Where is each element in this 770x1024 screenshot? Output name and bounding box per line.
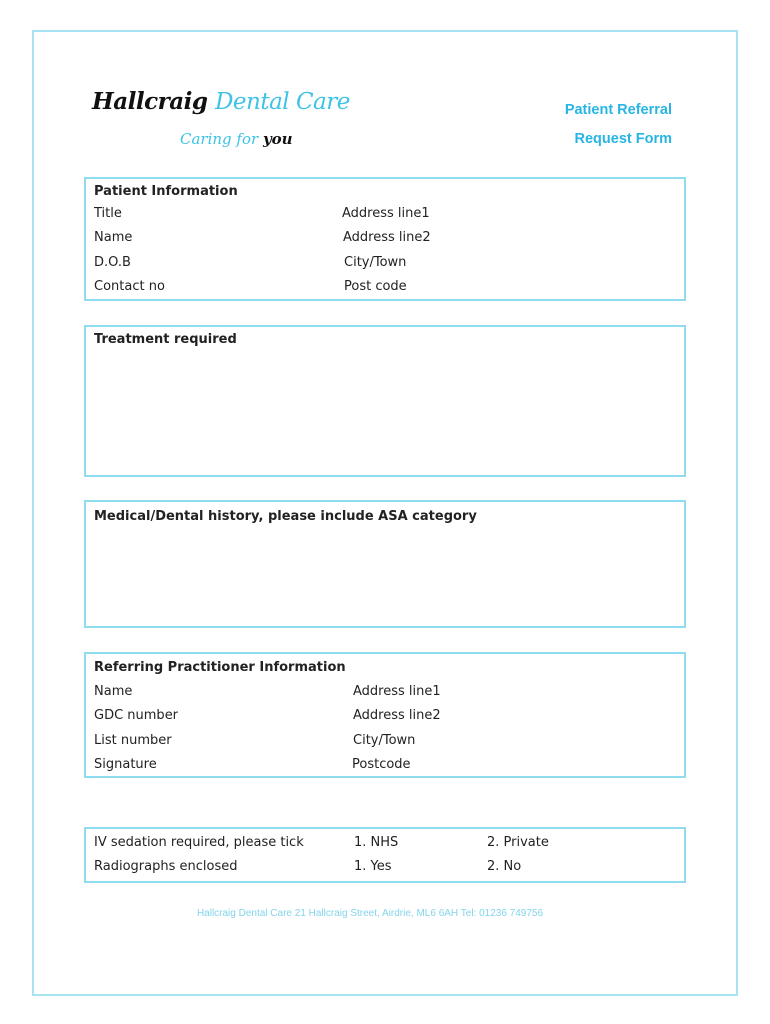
clinic-tagline [180, 130, 293, 148]
footer-address: Hallcraig Dental Care 21 Hallcraig Street, Airdrie, ML6 6AH Tel: 01236 749756 [196, 908, 544, 919]
logo-brand-light: Dental Care [214, 89, 350, 115]
radiographs-label: Radiographs enclosed [94, 859, 238, 874]
practitioner-city-field[interactable]: City/Town [353, 733, 416, 748]
practitioner-address2-field[interactable]: Address line2 [353, 708, 441, 723]
options-section [84, 827, 686, 883]
clinic-logo [92, 88, 350, 115]
form-title-line2: Request Form [574, 131, 672, 147]
radiographs-option-no[interactable]: 2. No [487, 859, 522, 874]
tagline-light: Caring for [180, 130, 259, 148]
sedation-label: IV sedation required, please tick [94, 835, 304, 850]
patient-dob-field[interactable]: D.O.B [94, 255, 131, 270]
practitioner-name-field[interactable]: Name [94, 684, 133, 699]
treatment-section[interactable] [84, 325, 686, 477]
practitioner-list-number-field[interactable]: List number [94, 733, 172, 748]
patient-contact-field[interactable]: Contact no [94, 279, 165, 294]
radiographs-option-yes[interactable]: 1. Yes [354, 859, 392, 874]
patient-title-field[interactable]: Title [94, 206, 122, 221]
patient-postcode-field[interactable]: Post code [344, 279, 407, 294]
patient-info-title: Patient Information [94, 184, 238, 199]
treatment-title: Treatment required [94, 332, 237, 347]
practitioner-address1-field[interactable]: Address line1 [353, 684, 441, 699]
practitioner-postcode-field[interactable]: Postcode [352, 757, 411, 772]
practitioner-gdc-field[interactable]: GDC number [94, 708, 179, 723]
sedation-option-nhs[interactable]: 1. NHS [354, 835, 399, 850]
sedation-option-private[interactable]: 2. Private [487, 835, 549, 850]
history-title: Medical/Dental history, please include ASA category [94, 509, 477, 524]
patient-info-section [84, 177, 686, 301]
history-section[interactable] [84, 500, 686, 628]
patient-name-field[interactable]: Name [94, 230, 133, 245]
practitioner-title: Referring Practitioner Information [94, 660, 346, 675]
patient-address1-field[interactable]: Address line1 [342, 206, 430, 221]
logo-brand-dark: Hallcraig [92, 88, 208, 115]
patient-city-field[interactable]: City/Town [344, 255, 407, 270]
practitioner-section [84, 652, 686, 778]
form-title-line1: Patient Referral [564, 102, 672, 118]
patient-address2-field[interactable]: Address line2 [343, 230, 431, 245]
practitioner-signature-field[interactable]: Signature [94, 757, 157, 772]
tagline-dark: you [262, 130, 293, 148]
